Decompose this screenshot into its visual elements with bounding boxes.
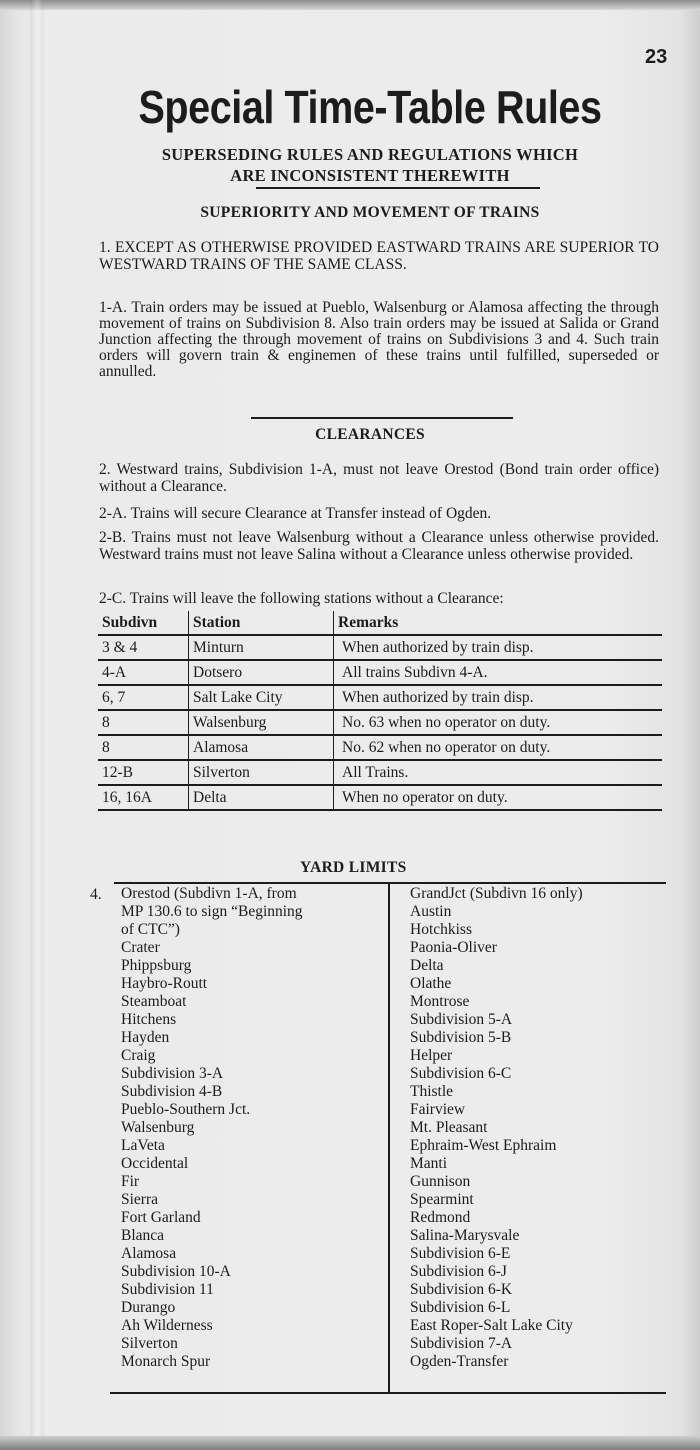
section-divider [251, 417, 513, 419]
list-item: Fort Garland [121, 1209, 201, 1226]
list-item: Gunnison [410, 1173, 471, 1190]
page-bottom-edge [0, 1436, 700, 1450]
column-header-remarks: Remarks [334, 611, 663, 635]
list-item: Haybro-Routt [121, 975, 208, 992]
cell-remarks: When no operator on duty. [334, 785, 663, 810]
list-item: GrandJct (Subdivn 16 only) [410, 885, 583, 902]
yard-limits-bottom-rule [110, 1392, 666, 1394]
rule-2a: 2-A. Trains will secure Clearance at Transfer instead of Ogden. [99, 505, 492, 522]
cell-station: Alamosa [189, 735, 334, 760]
yard-limits-table [88, 882, 666, 1395]
list-item: Hotchkiss [410, 921, 472, 938]
list-item: Silverton [121, 1335, 178, 1352]
list-item: Steamboat [121, 993, 187, 1010]
table-row [98, 785, 662, 810]
rule-1a: 1-A. Train orders may be issued at Pueblo, Walsenburg or Alamosa affecting the through movement of trains on Subdivision 8. Also train orders may be issued at Salida or Grand Junction affecting the through movement of trains on Subdivisions 3 and 4. Such train orders will govern train & enginemen of these trains until fulfilled, superseded or annulled. [99, 299, 659, 380]
table-row [98, 635, 662, 660]
cell-station: Minturn [189, 635, 334, 660]
list-item: Spearmint [410, 1191, 474, 1208]
list-item: Montrose [410, 993, 470, 1010]
yard-limits-right-column [410, 885, 665, 1371]
list-item: Paonia-Oliver [410, 939, 497, 956]
cell-station: Delta [189, 785, 334, 810]
list-item: Subdivision 6-L [410, 1299, 511, 1316]
table-row [98, 685, 662, 710]
list-item: of CTC”) [121, 921, 180, 938]
list-item: Delta [410, 957, 444, 974]
rule-2b: 2-B. Trains must not leave Walsenburg without a Clearance unless otherwise provided. Westward trains must not leave Salina without a Clearance unless otherwise provided. [99, 529, 659, 563]
list-item: Walsenburg [121, 1119, 195, 1136]
list-item: Subdivision 6-E [410, 1245, 511, 1262]
column-header-station: Station [189, 611, 334, 635]
table-row [98, 735, 662, 760]
list-item: Manti [410, 1155, 448, 1172]
yard-limits-column-divider [388, 884, 390, 1392]
subtitle-line-1: SUPERSEDING RULES AND REGULATIONS WHICH [161, 145, 579, 164]
list-item: Olathe [410, 975, 452, 992]
list-item: East Roper-Salt Lake City [410, 1317, 573, 1334]
table-row [98, 760, 662, 785]
list-item: Subdivision 3-A [121, 1065, 224, 1082]
list-item: Hitchens [121, 1011, 177, 1028]
page-title: Special Time-Table Rules [138, 81, 602, 133]
list-item: Fir [121, 1173, 140, 1190]
list-item: Blanca [121, 1227, 165, 1244]
list-item: Salina-Marysvale [410, 1227, 520, 1244]
cell-subdivn: 16, 16A [98, 785, 189, 810]
list-item: Subdivision 4-B [121, 1083, 223, 1100]
list-item: Subdivision 7-A [410, 1335, 513, 1352]
list-item: Redmond [410, 1209, 471, 1226]
subtitle-underline [256, 187, 540, 189]
cell-subdivn: 12-B [98, 760, 189, 785]
list-item: Fairview [410, 1101, 466, 1118]
list-item: Thistle [410, 1083, 454, 1100]
list-item: Phippsburg [121, 957, 192, 974]
cell-subdivn: 4-A [98, 660, 189, 685]
clearance-table-header-row [98, 611, 662, 635]
page-subtitle [100, 144, 640, 186]
subtitle-line-2: ARE INCONSISTENT THEREWITH [230, 166, 510, 185]
cell-station: Walsenburg [189, 710, 334, 735]
list-item: Austin [410, 903, 452, 920]
list-item: Ephraim-West Ephraim [410, 1137, 557, 1154]
list-item: Occidental [121, 1155, 189, 1172]
list-item: Ah Wilderness [121, 1317, 213, 1334]
page-number: 23 [645, 46, 668, 68]
cell-remarks: No. 63 when no operator on duty. [334, 710, 663, 735]
rule-1: 1. EXCEPT AS OTHERWISE PROVIDED EASTWARD TRAINS ARE SUPERIOR TO WESTWARD TRAINS OF THE SAME CLASS. [99, 239, 659, 273]
cell-remarks: No. 62 when no operator on duty. [334, 735, 663, 760]
rule-2: 2. Westward trains, Subdivision 1-A, must not leave Orestod (Bond train order office) without a Clearance. [99, 461, 659, 495]
list-item: Craig [121, 1047, 156, 1064]
rule-2c: 2-C. Trains will leave the following stations without a Clearance: [99, 590, 504, 607]
list-item: Alamosa [121, 1245, 177, 1262]
section-heading-superiority: SUPERIORITY AND MOVEMENT OF TRAINS [200, 204, 540, 221]
list-item: Subdivision 6-J [410, 1263, 507, 1280]
cell-subdivn: 8 [98, 710, 189, 735]
list-item: Mt. Pleasant [410, 1119, 488, 1136]
cell-subdivn: 6, 7 [98, 685, 189, 710]
list-item: Ogden-Transfer [410, 1353, 509, 1370]
rule-number-4: 4. [90, 886, 102, 903]
page-binding-shadow [30, 0, 44, 1450]
cell-subdivn: 8 [98, 735, 189, 760]
list-item: Subdivision 10-A [121, 1263, 231, 1280]
cell-station: Dotsero [189, 660, 334, 685]
yard-limits-top-rule [114, 882, 666, 884]
table-row [98, 710, 662, 735]
list-item: Orestod (Subdivn 1-A, from [121, 885, 297, 902]
list-item: Sierra [121, 1191, 159, 1208]
list-item: Pueblo-Southern Jct. [121, 1101, 251, 1118]
list-item: Crater [121, 939, 160, 956]
list-item: Subdivision 5-B [410, 1029, 512, 1046]
list-item: Subdivision 6-C [410, 1065, 512, 1082]
column-header-subdivn: Subdivn [98, 611, 189, 635]
list-item: Subdivision 5-A [410, 1011, 513, 1028]
list-item: MP 130.6 to sign “Beginning [121, 903, 303, 920]
list-item: Helper [410, 1047, 453, 1064]
list-item: Hayden [121, 1029, 170, 1046]
cell-station: Silverton [189, 760, 334, 785]
section-heading-yard-limits: YARD LIMITS [300, 859, 407, 876]
cell-remarks: When authorized by train disp. [334, 635, 663, 660]
list-item: Subdivision 6-K [410, 1281, 513, 1298]
page-top-edge [0, 0, 700, 10]
clearance-table [98, 611, 662, 811]
yard-limits-left-column [121, 885, 383, 1371]
cell-subdivn: 3 & 4 [98, 635, 189, 660]
cell-remarks: All trains Subdivn 4-A. [334, 660, 663, 685]
cell-station: Salt Lake City [189, 685, 334, 710]
list-item: LaVeta [121, 1137, 165, 1154]
list-item: Durango [121, 1299, 176, 1316]
list-item: Monarch Spur [121, 1353, 211, 1370]
table-row [98, 660, 662, 685]
cell-remarks: When authorized by train disp. [334, 685, 663, 710]
list-item: Subdivision 11 [121, 1281, 214, 1298]
cell-remarks: All Trains. [334, 760, 663, 785]
section-heading-clearances: CLEARANCES [315, 426, 425, 443]
